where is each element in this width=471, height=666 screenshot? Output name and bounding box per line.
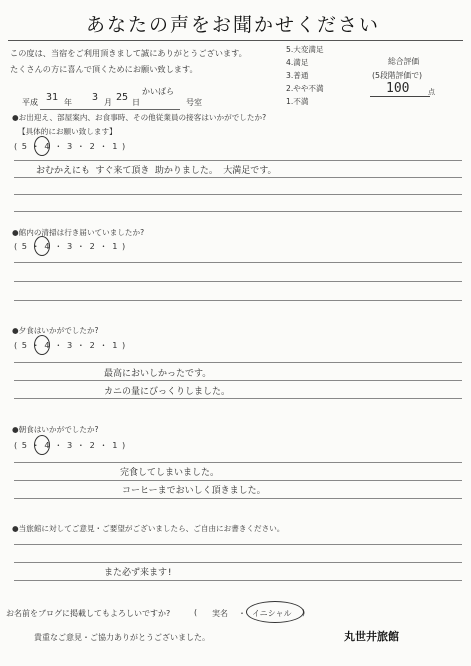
question-2-selected-circle xyxy=(34,236,50,256)
q3-line-3 xyxy=(14,398,462,399)
question-3-answer-2: カニの量にびっくりしました。 xyxy=(104,387,231,397)
question-4-selected-circle xyxy=(34,435,50,455)
q2-line-1 xyxy=(14,262,462,263)
q1-line-3 xyxy=(14,194,462,195)
q5-line-2 xyxy=(14,562,462,563)
question-1: ●お出迎え、部屋案内、お食事時、その他従業員の接客はいかがでしたか? xyxy=(12,113,267,122)
q1-line-4 xyxy=(14,211,462,212)
overall-unit: 点 xyxy=(428,88,435,96)
question-3: ●夕食はいかがでしたか? xyxy=(12,326,99,335)
q5-line-1 xyxy=(14,544,462,545)
q2-line-3 xyxy=(14,300,462,301)
q1-line-1 xyxy=(14,160,462,161)
date-day: 25 xyxy=(116,92,129,103)
date-era: 平成 xyxy=(22,98,38,107)
question-4-scale: ( 5 ・ 4 ・ 3 ・ 2 ・ 1 ) xyxy=(14,440,127,450)
question-3-answer-1: 最高においしかったです。 xyxy=(104,369,212,379)
date-month-unit: 月 xyxy=(104,98,112,107)
overall-sub: (5段階評価で) xyxy=(372,71,423,80)
blog-consent-open: ( xyxy=(194,608,198,617)
question-2: ●館内の清掃は行き届いていましたか? xyxy=(12,228,145,237)
q3-line-1 xyxy=(14,362,462,363)
date-day-unit: 日 xyxy=(132,98,140,107)
q4-line-2 xyxy=(14,480,462,481)
question-5: ●当旅館に対してご意見・ご要望がございましたら、ご自由にお書きください。 xyxy=(12,524,285,533)
q3-line-2 xyxy=(14,380,462,381)
date-underline xyxy=(40,109,180,110)
rating-key-4: 4.満足 xyxy=(286,58,309,67)
question-4-answer-2: コーヒーまでおいしく頂きました。 xyxy=(122,486,266,496)
rating-key-3: 3.普通 xyxy=(286,71,309,80)
question-4: ●朝食はいかがでしたか? xyxy=(12,425,99,434)
intro-line-2: たくさんの方に喜んで頂くためにお願い致します。 xyxy=(10,64,198,74)
date-month: 3 xyxy=(92,92,99,103)
question-3-scale: ( 5 ・ 4 ・ 3 ・ 2 ・ 1 ) xyxy=(14,340,127,350)
overall-label: 総合評価 xyxy=(388,57,420,66)
date-year-unit: 年 xyxy=(64,98,72,107)
blog-consent-initial: イニシャル xyxy=(252,609,292,618)
blog-consent-question: お名前をブログに掲載してもよろしいですか? xyxy=(6,609,171,618)
question-3-selected-circle xyxy=(34,335,50,355)
question-4-answer-1: 完食してしまいました。 xyxy=(120,468,220,478)
rating-key-2: 2.やや不満 xyxy=(286,84,324,93)
form-title: あなたの声をお聞かせください xyxy=(86,14,381,36)
blog-consent-close: ) xyxy=(302,608,306,617)
question-5-answer: また必ず来ます! xyxy=(104,568,173,578)
q1-line-2 xyxy=(14,177,462,178)
question-1-scale: ( 5 ・ 4 ・ 3 ・ 2 ・ 1 ) xyxy=(14,141,127,151)
blog-consent-selected-circle xyxy=(246,601,304,623)
title-divider xyxy=(8,40,463,41)
question-2-scale: ( 5 ・ 4 ・ 3 ・ 2 ・ 1 ) xyxy=(14,241,127,251)
overall-score: 100 xyxy=(386,81,410,96)
rating-key-5: 5.大変満足 xyxy=(286,45,324,54)
room-unit: 号室 xyxy=(186,98,202,107)
date-year: 31 xyxy=(46,92,59,103)
intro-line-1: この度は、当宿をご利用頂きまして誠にありがとうございます。 xyxy=(10,48,247,58)
q2-line-2 xyxy=(14,281,462,282)
closing-message: 貴重なご意見・ご協力ありがとうございました。 xyxy=(34,633,210,642)
inn-name: 丸世井旅館 xyxy=(344,630,399,643)
rating-key-1: 1.不満 xyxy=(286,97,309,106)
q4-line-3 xyxy=(14,498,462,499)
blog-consent-separator: ・ xyxy=(238,609,246,618)
question-1-answer: おむかえにも すぐ来て頂き 助かりました。 大満足です。 xyxy=(36,166,277,176)
overall-score-underline xyxy=(370,96,430,97)
q4-line-1 xyxy=(14,462,462,463)
blog-consent-real-name: 実名 xyxy=(212,609,228,618)
q5-line-3 xyxy=(14,580,462,581)
room-name: かいばら xyxy=(142,87,174,96)
question-1-sub: 【具体的にお願い致します】 xyxy=(18,127,117,136)
question-1-selected-circle xyxy=(34,136,50,156)
